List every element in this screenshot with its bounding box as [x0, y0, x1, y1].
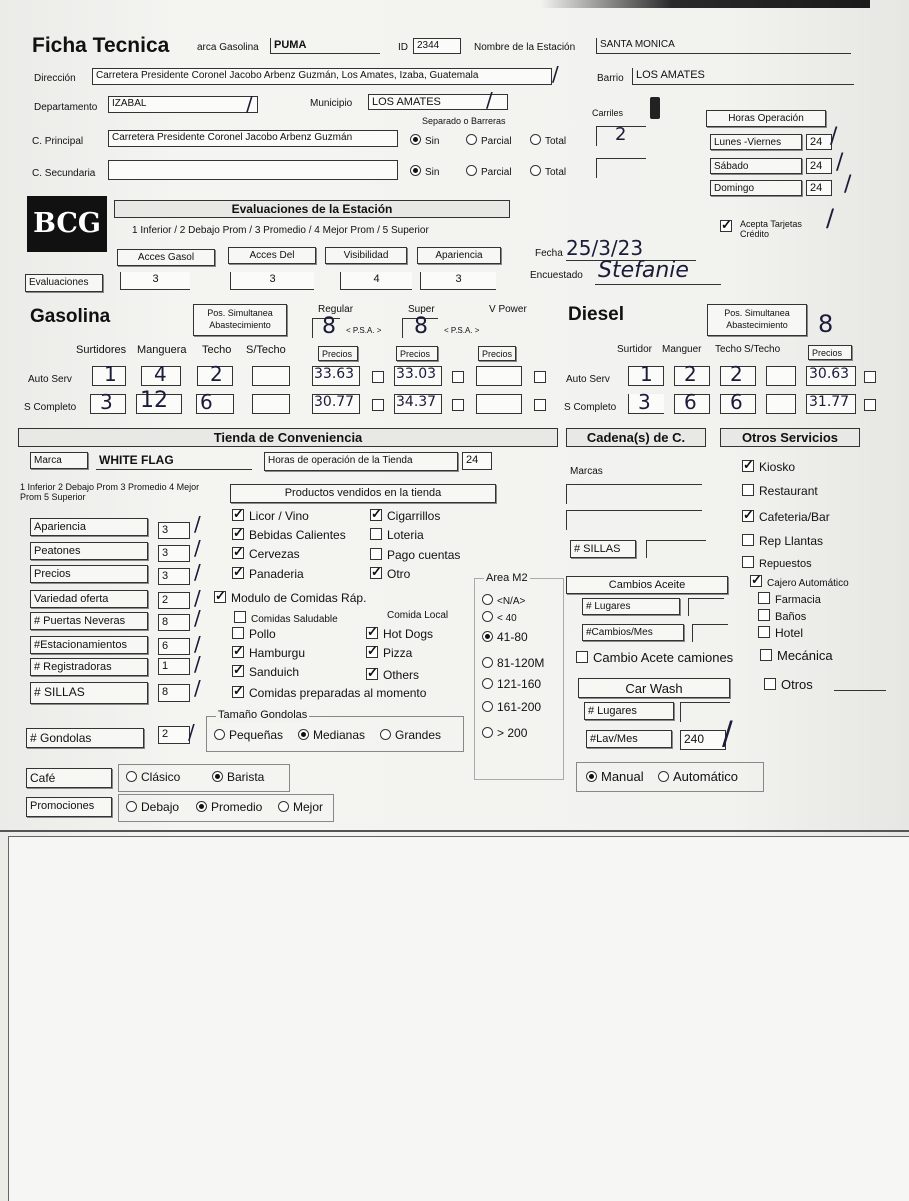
hours-sunday-label: Domingo — [710, 180, 802, 196]
checkbox-icon — [758, 609, 770, 621]
area-121-160[interactable]: 121-160 — [482, 677, 541, 691]
prod-loteria[interactable]: Loteria — [370, 528, 424, 542]
area-gt200[interactable]: > 200 — [482, 726, 527, 740]
barrier-r2-parcial[interactable]: Parcial — [466, 165, 512, 178]
regular-label: Regular — [318, 304, 354, 315]
rating-apariencia-field[interactable]: 3 — [158, 522, 190, 539]
marcas-label: Marcas — [570, 466, 603, 477]
gas-autoserv-regular-check[interactable] — [372, 370, 389, 385]
gondolas-mark: / — [188, 720, 195, 744]
super-psa-arrow: < P.S.A. > — [444, 326, 480, 335]
svc-banos[interactable]: Baños — [758, 609, 806, 623]
gas-scompleto-techo-value: 6 — [200, 390, 213, 414]
diesel-scompleto-techo-value: 6 — [730, 390, 743, 414]
municipio-field[interactable]: LOS AMATES — [368, 94, 508, 110]
comida-pizza[interactable]: ✓Pizza — [366, 646, 412, 660]
area-label: Area M2 — [486, 572, 528, 584]
eval-acces-gasol[interactable]: 3 — [120, 272, 190, 290]
cambio-camiones[interactable]: Cambio Acete camiones — [576, 650, 733, 665]
cards-mark: / — [826, 204, 835, 232]
station-field[interactable]: SANTA MONICA — [596, 38, 851, 54]
hours-saturday-field[interactable]: 24 — [806, 158, 832, 174]
comida-hamburgu[interactable]: ✓Hamburgu — [232, 646, 305, 660]
direccion-field[interactable]: Carretera Presidente Coronel Jacobo Arbenz Guzmán, Los Amates, Izaba, Guatemala — [92, 68, 552, 85]
diesel-scompleto-label: S Completo — [564, 402, 617, 413]
diesel-precios-label: Precios — [808, 345, 852, 360]
checkbox-icon — [372, 399, 384, 411]
hours-mark-1: / — [830, 124, 838, 149]
check-icon — [214, 591, 226, 603]
tienda-header: Tienda de Conveniencia — [18, 428, 558, 447]
diesel-scompleto-check[interactable] — [864, 398, 881, 413]
cafe-clasico[interactable]: Clásico — [126, 770, 180, 784]
encuestado-value[interactable]: Stefanie — [598, 258, 689, 283]
checkbox-icon — [742, 484, 754, 496]
principal-label: C. Principal — [32, 136, 84, 147]
cadena-header: Cadena(s) de C. — [566, 428, 706, 447]
svc-hotel[interactable]: Hotel — [758, 626, 803, 640]
municipio-mark: / — [486, 88, 493, 112]
area-na[interactable]: <N/A> — [482, 594, 525, 607]
area-lt40[interactable]: < 40 — [482, 611, 517, 624]
check-icon — [232, 567, 244, 579]
barrier-r1-total[interactable]: Total — [530, 134, 566, 147]
marcas-field-2[interactable] — [566, 510, 702, 530]
cambios-lugares-label: # Lugares — [582, 598, 680, 615]
radio-icon — [482, 631, 493, 642]
direccion-mark: / — [552, 62, 559, 86]
prod-bebidas[interactable]: ✓Bebidas Calientes — [232, 528, 346, 542]
radio-icon — [586, 771, 597, 782]
gondolas-label: # Gondolas — [26, 728, 144, 748]
fecha-value[interactable]: 25/3/23 — [566, 236, 644, 260]
gas-autoserv-manguera-value: 4 — [154, 362, 167, 386]
svc-repuestos[interactable]: Repuestos — [742, 556, 812, 570]
svc-mecanica[interactable]: Mecánica — [760, 648, 833, 663]
gas-autoserv-regular-value: 33.63 — [314, 366, 355, 382]
barrio-field[interactable]: LOS AMATES — [632, 68, 854, 85]
diesel-autoserv-techo-value: 2 — [730, 362, 743, 386]
promo-mejor[interactable]: Mejor — [278, 800, 323, 814]
encuestado-label: Encuestado — [530, 270, 583, 281]
rating-variedad-label: Variedad oferta — [30, 590, 148, 608]
rating-estacionamientos-field[interactable]: 6 — [158, 638, 190, 655]
radio-icon — [658, 771, 669, 782]
gas-scompleto-manguera-value: 12 — [140, 388, 168, 413]
cambios-mes-label: #Cambios/Mes — [582, 624, 684, 641]
carriles-field-2[interactable] — [596, 158, 646, 178]
cadena-sillas-field[interactable] — [646, 540, 706, 558]
evaluations-row-label: Evaluaciones — [25, 274, 103, 292]
marca-label: Marca — [30, 452, 88, 469]
rating-variedad-field[interactable]: 2 — [158, 592, 190, 609]
page-title: Ficha Tecnica — [32, 34, 170, 57]
rating-estacionamientos-label: #Estacionamientos — [30, 636, 148, 654]
departamento-field[interactable]: IZABAL — [108, 96, 258, 113]
diesel-pos-value[interactable]: 8 — [818, 310, 834, 338]
departamento-label: Departamento — [34, 102, 98, 113]
gas-autoserv-label: Auto Serv — [28, 374, 72, 385]
radio-icon — [482, 678, 493, 689]
barrio-label: Barrio — [597, 73, 624, 84]
gas-col-manguera: Manguera — [137, 344, 187, 356]
secundaria-label: C. Secundaria — [32, 168, 96, 179]
gas-scompleto-regular-value: 30.77 — [314, 394, 355, 410]
wash-manual[interactable]: Manual — [586, 769, 644, 784]
checkbox-icon — [534, 371, 546, 383]
direccion-label: Dirección — [34, 73, 76, 84]
super-label: Super — [408, 304, 435, 315]
diesel-scompleto-surtidor-value: 3 — [638, 390, 651, 414]
diesel-autoserv-precio-value: 30.63 — [809, 366, 850, 382]
productos-header: Productos vendidos en la tienda — [230, 484, 496, 503]
ratings-mark-7: / — [194, 652, 201, 676]
promo-debajo[interactable]: Debajo — [126, 800, 179, 814]
checkbox-icon — [534, 399, 546, 411]
check-icon — [742, 460, 754, 472]
gas-scompleto-label: S Completo — [24, 402, 77, 413]
checkbox-icon — [742, 534, 754, 546]
eval-label-acces-del: Acces Del — [228, 247, 316, 264]
eval-label-acces-gasol: Acces Gasol — [117, 249, 215, 266]
regular-psa-value: 8 — [322, 314, 336, 339]
check-icon — [366, 668, 378, 680]
area-161-200[interactable]: 161-200 — [482, 700, 541, 714]
checkbox-icon — [232, 627, 244, 639]
tienda-horas-label: Horas de operación de la Tienda — [264, 452, 458, 471]
rating-puertas-field[interactable]: 8 — [158, 614, 190, 631]
gasolina-title: Gasolina — [30, 306, 111, 327]
checkbox-icon — [864, 399, 876, 411]
radio-icon — [466, 165, 477, 176]
id-field[interactable]: 2344 — [413, 38, 461, 54]
prod-cigarrillos[interactable]: ✓Cigarrillos — [370, 509, 440, 523]
check-icon — [742, 510, 754, 522]
rating-precios-field[interactable]: 3 — [158, 568, 190, 585]
marca-field[interactable]: WHITE FLAG — [96, 452, 252, 470]
checkbox-icon — [452, 399, 464, 411]
notes-box[interactable] — [8, 836, 909, 1201]
prod-licor[interactable]: ✓Licor / Vino — [232, 509, 309, 523]
diesel-col-stecho: S/Techo — [744, 344, 781, 355]
hours-weekday-field[interactable]: 24 — [806, 134, 832, 150]
super-psa-value: 8 — [414, 314, 428, 339]
area-81-120[interactable]: 81-120M — [482, 656, 544, 670]
checkbox-icon — [372, 371, 384, 383]
cafe-label: Café — [26, 768, 112, 788]
check-icon — [232, 509, 244, 521]
station-label: Nombre de la Estación — [474, 42, 576, 53]
comida-preparadas[interactable]: ✓Comidas preparadas al momento — [232, 686, 426, 700]
evaluations-header: Evaluaciones de la Estación — [114, 200, 510, 218]
comida-others[interactable]: ✓Others — [366, 668, 419, 682]
gas-scompleto-surtidores-value: 3 — [100, 390, 113, 414]
departamento-mark: / — [246, 92, 253, 116]
checkbox-icon — [370, 528, 382, 540]
ratings-mark-3: / — [194, 560, 201, 584]
carwash-lugares-label: # Lugares — [584, 702, 674, 720]
diesel-scompleto-stecho[interactable] — [766, 394, 796, 414]
cards-checkbox[interactable] — [720, 220, 737, 233]
radio-icon — [278, 801, 289, 812]
lav-mes-mark: / — [722, 714, 733, 752]
rating-sillas-field[interactable]: 8 — [158, 684, 190, 702]
gas-precios-super-label: Precios — [396, 346, 438, 361]
cafe-barista[interactable]: Barista — [212, 770, 264, 784]
gas-precios-vpower-label: Precios — [478, 346, 516, 361]
barrier-r1-sin[interactable]: Sin — [410, 134, 439, 147]
gas-autoserv-super-value: 33.03 — [396, 366, 437, 382]
eval-acces-del[interactable]: 3 — [230, 272, 314, 290]
diesel-col-techo: Techo — [715, 344, 742, 355]
gas-autoserv-techo-value: 2 — [210, 362, 223, 386]
gas-col-stecho: S/Techo — [246, 344, 286, 356]
lav-mes-field[interactable]: 240 — [680, 730, 726, 750]
brand-field[interactable]: PUMA — [270, 38, 380, 54]
comida-hotdogs[interactable]: ✓Hot Dogs — [366, 627, 433, 641]
secundaria-field[interactable] — [108, 160, 398, 180]
radio-icon — [466, 134, 477, 145]
diesel-col-surtidor: Surtidor — [617, 344, 653, 355]
gas-scompleto-vpower[interactable] — [476, 394, 522, 414]
diesel-scompleto-manguer-value: 6 — [684, 390, 697, 414]
hours-weekday-label: Lunes -Viernes — [710, 134, 802, 150]
svc-cajero[interactable]: ✓Cajero Automático — [750, 575, 849, 589]
eval-visibilidad[interactable]: 4 — [340, 272, 412, 290]
diesel-scompleto-precio-value: 31.77 — [809, 394, 850, 410]
tienda-scale: 1 Inferior 2 Debajo Prom 3 Promedio 4 Mejor Prom 5 Superior — [20, 482, 200, 502]
diesel-title: Diesel — [568, 304, 624, 325]
regular-psa-arrow: < P.S.A. > — [346, 326, 382, 335]
gas-scompleto-vpower-check[interactable] — [534, 398, 551, 413]
radio-icon — [482, 727, 493, 738]
ratings-mark-8: / — [194, 676, 201, 700]
check-icon — [366, 627, 378, 639]
radio-icon — [482, 611, 493, 622]
ratings-mark-4: / — [194, 586, 201, 610]
promociones-label: Promociones — [26, 797, 112, 817]
diesel-autoserv-label: Auto Serv — [566, 374, 610, 385]
radio-icon — [214, 729, 225, 740]
radio-icon — [530, 165, 541, 176]
checkbox-icon — [864, 371, 876, 383]
traffic-light-icon — [650, 97, 660, 119]
municipio-label: Municipio — [310, 98, 353, 109]
barrier-r1-parcial[interactable]: Parcial — [466, 134, 512, 147]
checkbox-icon — [764, 678, 776, 690]
diesel-autoserv-manguer-value: 2 — [684, 362, 697, 386]
brand-label: arca Gasolina — [197, 42, 259, 53]
checkbox-icon — [758, 626, 770, 638]
promo-promedio[interactable]: Promedio — [196, 800, 262, 814]
radio-icon — [380, 729, 391, 740]
gasolina-pos-label: Pos. Simultanea Abastecimiento — [193, 304, 287, 336]
hours-sunday-field[interactable]: 24 — [806, 180, 832, 196]
check-icon — [750, 575, 762, 587]
checkbox-icon — [742, 556, 754, 568]
gas-scompleto-super-value: 34.37 — [396, 394, 437, 410]
check-icon — [232, 547, 244, 559]
gas-col-surtidores: Surtidores — [76, 344, 127, 356]
checkbox-icon — [452, 371, 464, 383]
section-divider — [0, 830, 909, 832]
cambios-mes-field[interactable] — [692, 624, 728, 642]
gas-precios-regular-label: Precios — [318, 346, 358, 361]
rating-registradoras-field[interactable]: 1 — [158, 658, 190, 675]
rating-puertas-label: # Puertas Neveras — [30, 612, 148, 630]
radio-icon — [126, 801, 137, 812]
carwash-header: Car Wash — [578, 678, 730, 698]
radio-icon — [482, 701, 493, 712]
svc-restaurant[interactable]: Restaurant — [742, 484, 818, 498]
gas-scompleto-super-check[interactable] — [452, 398, 469, 413]
check-icon — [232, 665, 244, 677]
wash-automatico[interactable]: Automático — [658, 769, 738, 784]
prod-otro[interactable]: ✓Otro — [370, 567, 410, 581]
gas-autoserv-stecho[interactable] — [252, 366, 290, 386]
diesel-col-manguer: Manguer — [662, 344, 702, 355]
comida-sanduich[interactable]: ✓Sanduich — [232, 665, 299, 679]
hours-saturday-label: Sábado — [710, 158, 802, 174]
radio-icon — [126, 771, 137, 782]
vpower-label: V Power — [489, 304, 527, 315]
gas-autoserv-surtidores-value: 1 — [104, 362, 117, 386]
prod-cervezas[interactable]: ✓Cervezas — [232, 547, 300, 561]
svc-kiosko[interactable]: ✓Kiosko — [742, 460, 795, 474]
id-label: ID — [398, 42, 408, 53]
gas-autoserv-super-check[interactable] — [452, 370, 469, 385]
check-icon — [232, 528, 244, 540]
checkbox-icon — [760, 649, 772, 661]
barrier-r2-total[interactable]: Total — [530, 165, 566, 178]
rating-precios-label: Precios — [30, 565, 148, 583]
tamano-label: Tamaño Gondolas — [218, 709, 308, 721]
check-icon — [720, 220, 732, 232]
hours-mark-3: / — [844, 172, 852, 197]
tamano-medianas[interactable]: Medianas — [298, 728, 365, 742]
carriles-label: Carriles — [592, 108, 624, 118]
gas-autoserv-vpower-check[interactable] — [534, 370, 551, 385]
svc-farmacia[interactable]: Farmacia — [758, 592, 821, 606]
diesel-pos-label: Pos. Simultanea Abastecimiento — [707, 304, 807, 336]
checkbox-icon — [234, 611, 246, 623]
hours-mark-2: / — [836, 150, 844, 175]
bcg-logo: BCG — [27, 196, 107, 252]
radio-icon — [530, 134, 541, 145]
carriles-value: 2 — [615, 124, 627, 145]
radio-icon — [298, 729, 309, 740]
ratings-mark-2: / — [194, 536, 201, 560]
encuestado-line — [595, 284, 721, 285]
eval-label-visibilidad: Visibilidad — [325, 247, 407, 264]
rating-peatones-field[interactable]: 3 — [158, 545, 190, 562]
fecha-label: Fecha — [535, 248, 563, 259]
marcas-field-1[interactable] — [566, 484, 702, 504]
svc-cafeteria[interactable]: ✓Cafeteria/Bar — [742, 510, 830, 524]
diesel-autoserv-stecho[interactable] — [766, 366, 796, 386]
rating-apariencia-label: Apariencia — [30, 518, 148, 536]
svc-otros-line — [834, 690, 886, 691]
cambios-lugares-field[interactable] — [688, 598, 724, 616]
local-label: Comida Local — [387, 610, 449, 621]
gas-col-techo: Techo — [202, 344, 232, 356]
radio-icon — [196, 801, 207, 812]
cadena-sillas-label: # SILLAS — [570, 540, 636, 558]
prod-pago-cuentas[interactable]: Pago cuentas — [370, 548, 460, 562]
check-icon — [366, 646, 378, 658]
area-41-80[interactable]: 41-80 — [482, 630, 528, 644]
eval-apariencia[interactable]: 3 — [420, 272, 496, 290]
svc-rep-llantas[interactable]: Rep Llantas — [742, 534, 823, 548]
barrier-r2-sin[interactable]: Sin — [410, 165, 439, 178]
cambios-header: Cambios Aceite — [566, 576, 728, 594]
radio-icon — [410, 165, 421, 176]
diesel-autoserv-surtidor-value: 1 — [640, 362, 653, 386]
check-icon — [232, 646, 244, 658]
gas-scompleto-stecho[interactable] — [252, 394, 290, 414]
tienda-horas-field[interactable]: 24 — [462, 452, 492, 470]
ratings-mark-1: / — [194, 512, 201, 536]
gas-autoserv-vpower[interactable] — [476, 366, 522, 386]
check-icon — [232, 686, 244, 698]
check-icon — [370, 509, 382, 521]
tamano-pequenas[interactable]: Pequeñas — [214, 728, 283, 742]
eval-label-apariencia: Apariencia — [417, 247, 501, 264]
check-icon — [370, 567, 382, 579]
otros-header: Otros Servicios — [720, 428, 860, 447]
radio-icon — [212, 771, 223, 782]
ratings-mark-5: / — [194, 606, 201, 630]
checkbox-icon — [576, 651, 588, 663]
radio-icon — [482, 594, 493, 605]
prod-panaderia[interactable]: ✓Panaderia — [232, 567, 304, 581]
rating-registradoras-label: # Registradoras — [30, 658, 148, 676]
ratings-mark-6: / — [194, 632, 201, 656]
diesel-autoserv-check[interactable] — [864, 370, 881, 385]
rating-sillas-label: # SILLAS — [30, 682, 148, 704]
top-shadow — [540, 0, 870, 8]
checkbox-icon — [758, 592, 770, 604]
cards-label: Acepta Tarjetas Crédito — [740, 219, 802, 239]
principal-field[interactable]: Carretera Presidente Coronel Jacobo Arbenz Guzmán — [108, 130, 398, 147]
radio-icon — [410, 134, 421, 145]
tamano-grandes[interactable]: Grandes — [380, 728, 441, 742]
lav-mes-label: #Lav/Mes — [586, 730, 672, 748]
radio-icon — [482, 657, 493, 668]
barriers-label: Separado o Barreras — [422, 116, 506, 126]
checkbox-icon — [370, 548, 382, 560]
gas-scompleto-regular-check[interactable] — [372, 398, 389, 413]
modulo-comidas[interactable]: ✓Modulo de Comidas Ráp. — [214, 591, 366, 605]
evaluations-scale: 1 Inferior / 2 Debajo Prom / 3 Promedio / 4 Mejor Prom / 5 Superior — [132, 225, 429, 236]
gondolas-field[interactable]: 2 — [158, 726, 190, 744]
hours-header: Horas Operación — [706, 110, 826, 127]
svc-otros[interactable]: Otros — [764, 677, 813, 692]
saludable-label: Comidas Saludable — [234, 610, 338, 625]
rating-peatones-label: Peatones — [30, 542, 148, 560]
comida-pollo[interactable]: Pollo — [232, 627, 276, 641]
